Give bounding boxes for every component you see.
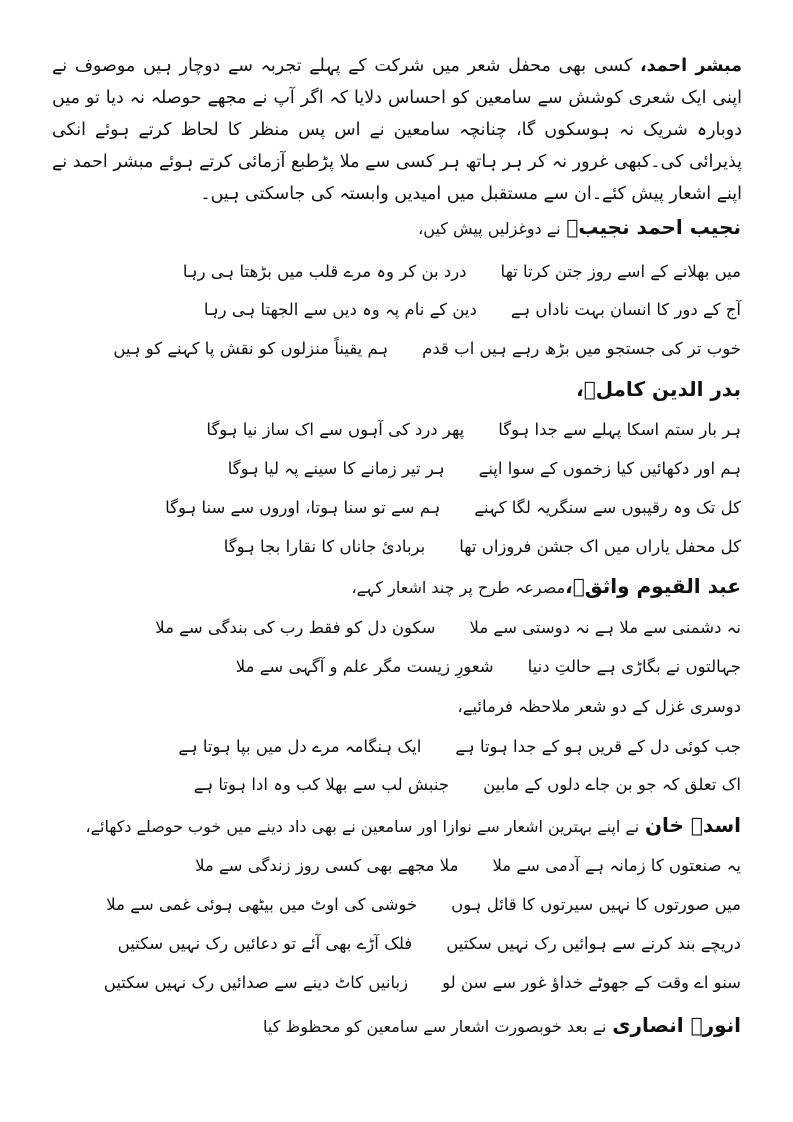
- misra-second: ہم یقیناً منزلوں کو نقش پا کہنے کو ہیں: [113, 339, 389, 358]
- poet-intro: نے دوغزلیں پیش کیں،: [418, 219, 561, 238]
- intro-poet-name: مبشر احمد،: [640, 56, 742, 76]
- couplet: [178, 733, 741, 761]
- misra-first: جب کوئی دل کے قریں ہو کے جدا ہوتا ہے: [455, 737, 741, 756]
- poet-intro: مصرعہ طرح پر چند اشعار کہے،: [351, 578, 566, 597]
- misra-second: سکون دل کو فقط رب کی بندگی سے ملا: [155, 618, 436, 637]
- misra-first: سنو اے وقت کے جھوٹے خداؤ غور سے سن لو: [442, 973, 741, 992]
- misra-second: پھر درد کی آہوں سے اک ساز نیا ہوگا: [206, 420, 465, 439]
- misra-first: خوب تر کی جستجو میں بڑھ رہے ہیں اب قدم: [422, 339, 741, 358]
- poet-intro: نے اپنے بہترین اشعار سے نوازا اور سامعین نے بھی داد دینے میں خوب حوصلے دکھائے،: [85, 817, 640, 836]
- poet-heading: [263, 1011, 741, 1041]
- misra-first: ہر بار ستم اسکا پہلے سے جدا ہوگا: [498, 420, 741, 439]
- misra-first: دریچے بند کرنے سے ہوائیں رک نہیں سکتیں: [446, 934, 741, 953]
- misra-first: کل تک وہ رقیبوں سے سنگریہ لگا کہنے: [474, 498, 741, 517]
- poet-name: نجیب احمد نجیبؔ: [566, 215, 741, 239]
- misra-second: ہم سے تو سنا ہوتا، اوروں سے سنا ہوگا: [165, 498, 441, 517]
- couplet: [206, 416, 741, 444]
- misra-second: ملا مجھے بھی کسی روز زندگی سے ملا: [195, 856, 459, 875]
- couplet: [155, 614, 741, 642]
- misra-first: نہ دشمنی سے ملا ہے نہ دوستی سے ملا: [469, 618, 741, 637]
- misra-first: میں بھلانے کے اسے روز جتن کرتا تھا: [500, 262, 741, 281]
- couplet: [195, 852, 741, 880]
- poet-heading: [352, 572, 741, 602]
- couplet: [118, 930, 741, 958]
- misra-first: آج کے دور کا انسان بہت ناداں ہے: [510, 300, 741, 319]
- misra-first: کل محفل یاراں میں اک جشن فروزاں تھا: [459, 537, 741, 556]
- misra-second: دین کے نام پہ وہ دیں سے الجھتا ہی رہا: [203, 300, 477, 319]
- misra-first: اک تعلق کہ جو بن جاے دلوں کے مابین: [483, 775, 741, 794]
- misra-second: شعورِ زیست مگر علم و آگہی سے ملا: [235, 657, 494, 676]
- misra-second: بربادیٔ جاناں کا نقارا بجا ہوگا: [223, 537, 426, 556]
- poet-name: انورؔ انصاری: [612, 1013, 741, 1037]
- poet-heading: [418, 213, 741, 243]
- poet-name: اسدؔ خان: [644, 813, 741, 837]
- misra-second: ہر تیر زمانے کا سینے پہ لیا ہوگا: [227, 459, 445, 478]
- poet-heading: [85, 811, 741, 841]
- couplet: [104, 969, 741, 997]
- intro-text: کسی بھی محفل شعر میں شرکت کے پہلے تجربہ سے دوچار ہیں موصوف نے اپنی ایک شعری کوشش سے سامعین کو احساس دلایا کہ اگر آپ نے مجھے حوصلہ نہ دیا تو میں دوبارہ شریک نہ ہوسکوں گا، چنانچہ سامعین نے اس پس منظر کا لحاظ کرتے ہوئے انکی پذیرائی کی۔کبھی غرور نہ کر ہر ہاتھ ہر کسی سے ملا پڑطبع آزمائی کرتے ہوئے مبشر احمد نے اپنے اشعار پیش کئے۔ان سے مستقبل میں امیدیں وابستہ کی جاسکتی ہیں۔: [52, 56, 742, 204]
- note-line: دوسری غزل کے دو شعر ملاحظہ فرمائیے،: [457, 697, 741, 716]
- poet-intro: نے بعد خوبصورت اشعار سے سامعین کو محظوظ کیا: [263, 1017, 607, 1036]
- misra-first: جہالتوں نے بگاڑی ہے حالتِ دنیا: [527, 657, 741, 676]
- poet-name: بدر الدین کاملؔ،: [576, 377, 741, 401]
- couplet: [165, 494, 741, 522]
- misra-second: درد بن کر وہ مرے قلب میں بڑھتا ہی رہا: [182, 262, 467, 281]
- misra-first: میں صورتوں کا نہیں سیرتوں کا قائل ہوں: [451, 895, 741, 914]
- misra-second: زبانیں کاٹ دینے سے صدائیں رک نہیں سکتیں: [103, 973, 409, 992]
- poet-name: عبد القیوم واثقؔ،: [565, 574, 741, 598]
- misra-second: جنبش لب سے بھلا کب وہ ادا ہوتا ہے: [193, 775, 450, 794]
- couplet: [113, 335, 741, 363]
- couplet: [236, 653, 741, 681]
- couplet: [224, 533, 741, 561]
- misra-second: خوشی کی اوٹ میں بیٹھی ہوئی غمی سے ملا: [106, 895, 418, 914]
- couplet: [183, 258, 741, 286]
- intro-paragraph: [52, 50, 742, 210]
- misra-second: فلک آڑے بھی آئے تو دعائیں رک نہیں سکتیں: [117, 934, 413, 953]
- misra-second: ایک ہنگامہ مرے دل میں بپا ہوتا ہے: [178, 737, 422, 756]
- couplet: [194, 771, 741, 799]
- couplet: [106, 891, 741, 919]
- couplet: [228, 455, 741, 483]
- misra-first: یہ صنعتوں کا زمانہ ہے آدمی سے ملا: [492, 856, 741, 875]
- poet-heading: [576, 375, 741, 405]
- couplet: [204, 296, 741, 324]
- misra-first: ہم اور دکھائیں کیا زخموں کے سوا اپنے: [478, 459, 741, 478]
